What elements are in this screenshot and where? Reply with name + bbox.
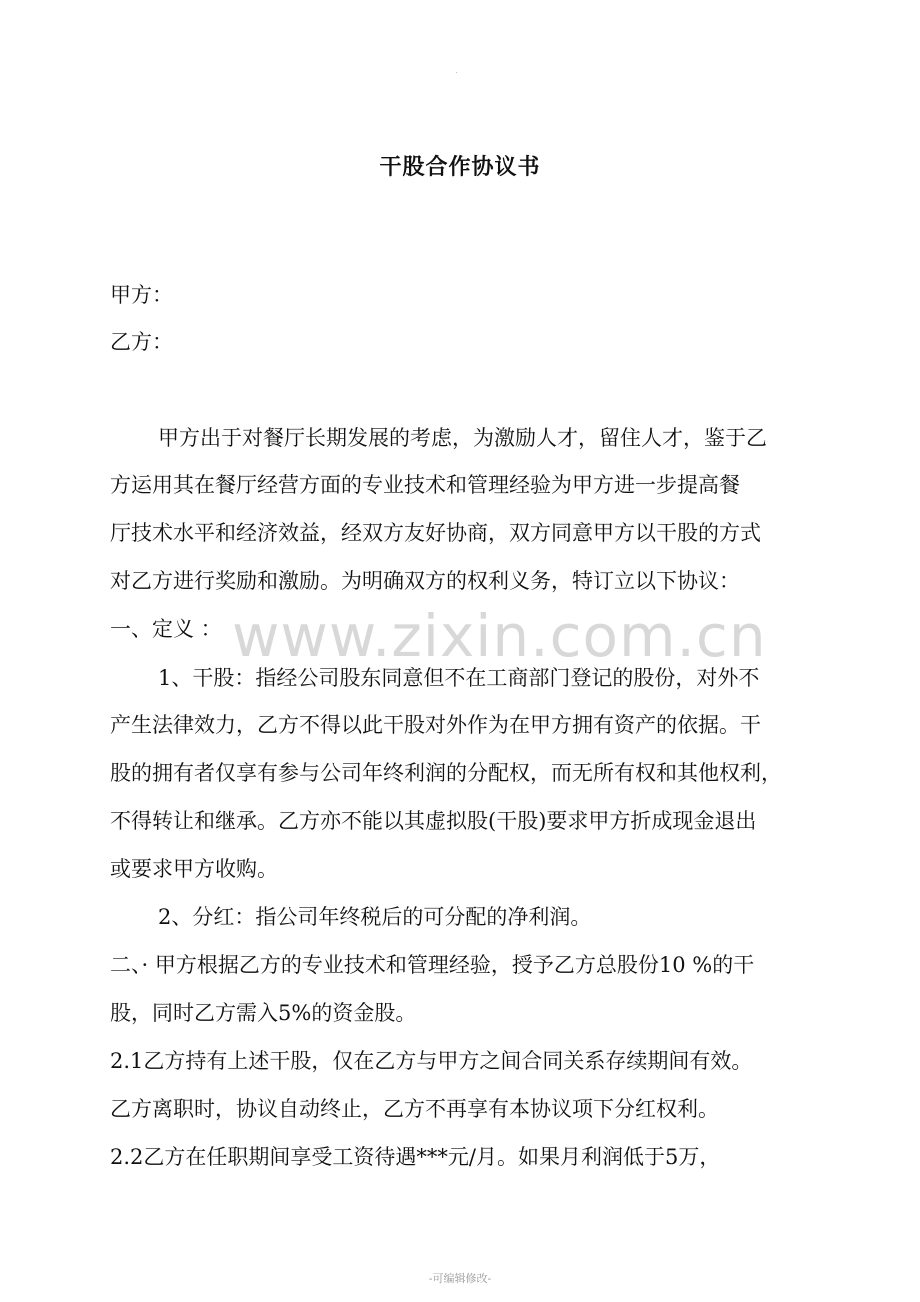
paragraph-line: 股的拥有者仅享有参与公司年终利润的分配权，而无所有权和其他权利， <box>110 761 782 785</box>
section-heading: 一、定义 ： <box>110 617 222 641</box>
paragraph-line: 产生法律效力，乙方不得以此干股对外作为在甲方拥有资产的依据。干 <box>110 713 761 737</box>
paragraph-line: 方运用其在餐厅经营方面的专业技术和管理经验为甲方进一步提高餐 <box>110 473 740 497</box>
paragraph-line: 2.1乙方持有上述干股，仅在乙方与甲方之间合同关系存续期间有效。 <box>110 1049 753 1073</box>
paragraph-line: 不得转让和继承。乙方亦不能以其虚拟股(干股)要求甲方折成现金退出 <box>110 809 757 833</box>
paragraph-line: 厅技术水平和经济效益，经双方友好协商，双方同意甲方以干股的方式 <box>110 521 761 545</box>
page-footer: -可编辑修改- <box>428 1272 492 1285</box>
document-title: 干股合作协议书 <box>379 155 541 180</box>
party-a-label: 甲方： <box>110 283 173 307</box>
paragraph-line: 股，同时乙方需入5%的资金股。 <box>110 1001 417 1025</box>
section-heading: 二、· 甲方根据乙方的专业技术和管理经验，授予乙方总股份10 %的干 <box>110 953 755 977</box>
watermark: www.zixin.com.cn <box>232 602 767 670</box>
paragraph-line: 乙方离职时，协议自动终止，乙方不再享有本协议项下分红权利。 <box>110 1097 719 1121</box>
paragraph-line: 1、干股：指经公司股东同意但不在工商部门登记的股份，对外不 <box>158 666 760 690</box>
paragraph-line: 甲方出于对餐厅长期发展的考虑，为激励人才，留住人才，鉴于乙 <box>158 426 767 450</box>
party-b-label: 乙方： <box>110 330 173 354</box>
paragraph-line: 或要求甲方收购。 <box>110 857 278 881</box>
header-dot: . <box>455 66 458 76</box>
paragraph-line: 对乙方进行奖励和激励。为明确双方的权利义务，特订立以下协议： <box>110 569 740 593</box>
paragraph-line: 2、分红：指公司年终税后的可分配的净利润。 <box>158 905 592 929</box>
paragraph-line: 2.2乙方在任职期间享受工资待遇***元/月。如果月利润低于5万， <box>110 1145 721 1169</box>
